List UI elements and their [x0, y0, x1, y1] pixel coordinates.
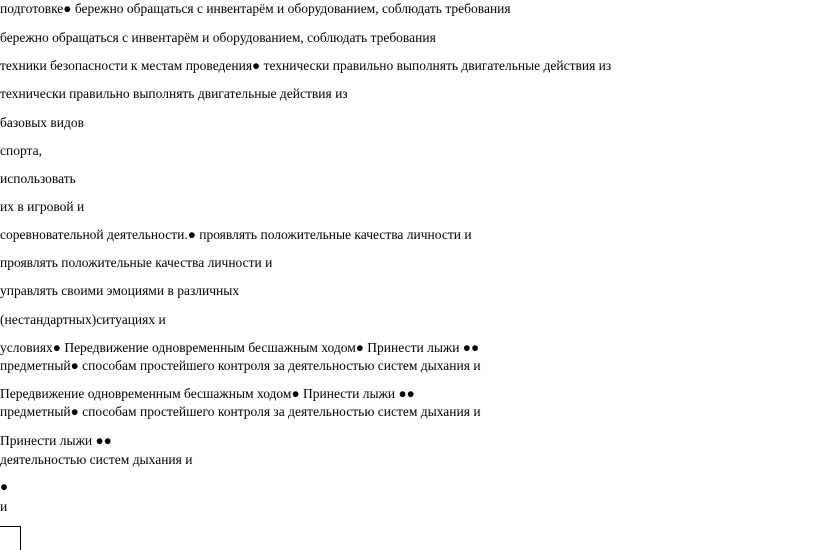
table-cell-border: [0, 526, 21, 550]
text-line: использовать: [0, 171, 76, 186]
text-line: (нестандартных)ситуациях и: [0, 312, 166, 327]
text-line: предметный● способам простейшего контроля за деятельностью систем дыхания и: [0, 358, 481, 373]
text-line: бережно обращаться с инвентарём и оборудованием, соблюдать требования: [0, 30, 436, 45]
text-line: проявлять положительные качества личности и: [0, 255, 273, 270]
text-line: базовых видов: [0, 115, 85, 130]
text-line: техники безопасности к местам проведения● технически правильно выполнять двигательные действия из: [0, 58, 612, 73]
text-line: соревновательной деятельности.● проявлять положительные качества личности и: [0, 227, 472, 242]
text-line: предметный● способам простейшего контроля за деятельностью систем дыхания и: [0, 404, 481, 419]
text-line: Передвижение одновременным бесшажным ходом● Принести лыжи ●●: [0, 386, 415, 401]
text-line: их в игровой и: [0, 199, 85, 214]
text-line: технически правильно выполнять двигательные действия из: [0, 86, 348, 101]
bullet-glyph: ●: [0, 479, 9, 494]
text-line: и: [0, 499, 8, 514]
text-line: управлять своими эмоциями в различных: [0, 283, 240, 298]
text-line: спорта,: [0, 143, 42, 158]
text-line: деятельностью систем дыхания и: [0, 452, 193, 467]
text-line: подготовке● бережно обращаться с инвентарём и оборудованием, соблюдать требования: [0, 1, 511, 16]
text-line: условиях● Передвижение одновременным бесшажным ходом● Принести лыжи ●●: [0, 340, 480, 355]
text-line: Принести лыжи ●●: [0, 433, 112, 448]
